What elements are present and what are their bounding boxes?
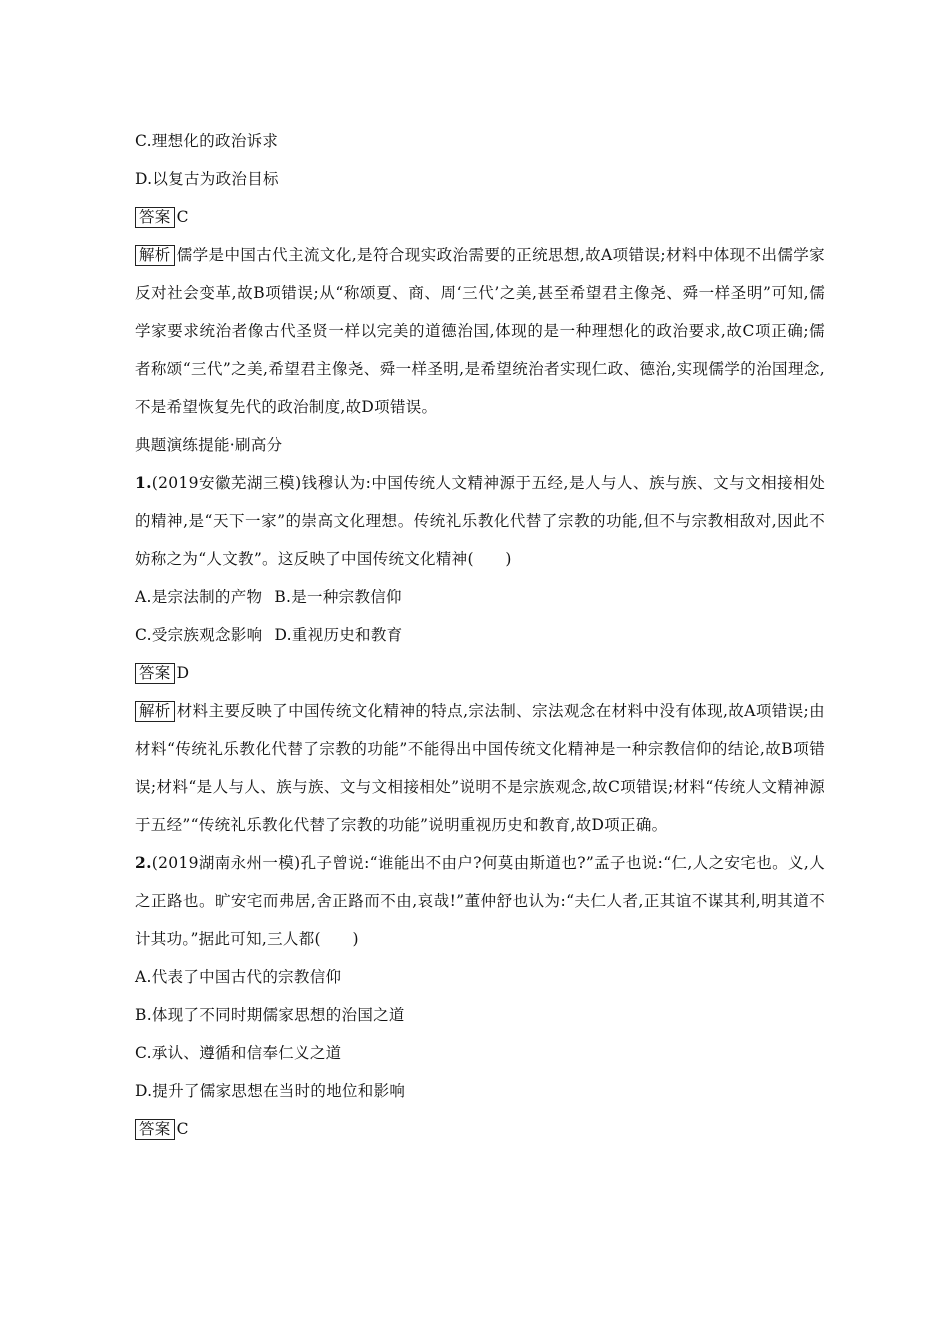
analysis-text: 儒学是中国古代主流文化,是符合现实政治需要的正统思想,故A项错误;材料中体现不出儒学家反对社会变革,故B项错误;从“称颂夏、商、周‘三代’之美,甚至希望君主像尧、舜一样圣明”可知,儒学家要求统治者像古代圣贤一样以完美的道德治国,体现的是一种理想化的政治要求,故C项正确;儒者称颂“三代”之美,希望君主像尧、舜一样圣明,是希望统治者实现仁政、德治,实现儒学的治国理念,不是希望恢复先代的政治制度,故D项错误。	[135, 246, 825, 416]
option-d: D.以复古为政治目标	[135, 170, 279, 188]
answer-row	[135, 198, 825, 236]
question-2-text: (2019湖南永州一模)孔子曾说:“谁能出不由户?何莫由斯道也?”孟子也说:“仁,人之安宅也。义,人之正路也。旷安宅而弗居,舍正路而不由,哀哉!”董仲舒也认为:“夫仁人者,正其谊不谋其利,明其道不计其功。”据此可知,三人都( )	[135, 854, 825, 948]
answer-value: D	[176, 664, 190, 682]
question-1-options-ab	[135, 578, 825, 616]
question-2-option-b: B.体现了不同时期儒家思想的治国之道	[135, 1006, 405, 1024]
analysis-paragraph	[135, 236, 825, 426]
question-1-text: (2019安徽芜湖三模)钱穆认为:中国传统人文精神源于五经,是人与人、族与族、文与文相接相处的精神,是“天下一家”的崇高文化理想。传统礼乐教化代替了宗教的功能,但不与宗教相敌对,因此不妨称之为“人文教”。这反映了中国传统文化精神( )	[135, 474, 825, 568]
analysis-tag: 解析	[135, 245, 175, 266]
answer-tag: 答案	[135, 663, 175, 684]
question-2-number: 2.	[135, 853, 152, 872]
answer-value: C	[176, 208, 189, 226]
option-c: C.理想化的政治诉求	[135, 132, 279, 150]
answer-value: C	[176, 1120, 189, 1138]
question-1-options-cd	[135, 616, 825, 654]
question-1-option-b: B.是一种宗教信仰	[274, 588, 402, 606]
question-2-option-d: D.提升了儒家思想在当时的地位和影响	[135, 1082, 406, 1100]
question-2-answer-row	[135, 1110, 825, 1148]
answer-tag: 答案	[135, 207, 175, 228]
question-2-option-a: A.代表了中国古代的宗教信仰	[135, 968, 342, 986]
question-1-answer-row	[135, 654, 825, 692]
question-1-number: 1.	[135, 473, 152, 492]
question-1-stem	[135, 464, 825, 578]
document-page	[135, 122, 825, 1148]
answer-tag: 答案	[135, 1119, 175, 1140]
question-2-option-c: C.承认、遵循和信奉仁义之道	[135, 1044, 342, 1062]
question-1-option-c: C.受宗族观念影响	[135, 626, 263, 644]
analysis-tag: 解析	[135, 701, 175, 722]
question-1-analysis	[135, 692, 825, 844]
section-title: 典题演练提能·刷高分	[135, 436, 283, 454]
analysis-text: 材料主要反映了中国传统文化精神的特点,宗法制、宗法观念在材料中没有体现,故A项错误;由材料“传统礼乐教化代替了宗教的功能”不能得出中国传统文化精神是一种宗教信仰的结论,故B项错误;材料“是人与人、族与族、文与文相接相处”说明不是宗族观念,故C项错误;材料“传统人文精神源于五经”“传统礼乐教化代替了宗教的功能”说明重视历史和教育,故D项正确。	[135, 702, 825, 834]
question-1-option-a: A.是宗法制的产物	[135, 588, 263, 606]
question-2-stem	[135, 844, 825, 958]
question-1-option-d: D.重视历史和教育	[274, 626, 403, 644]
